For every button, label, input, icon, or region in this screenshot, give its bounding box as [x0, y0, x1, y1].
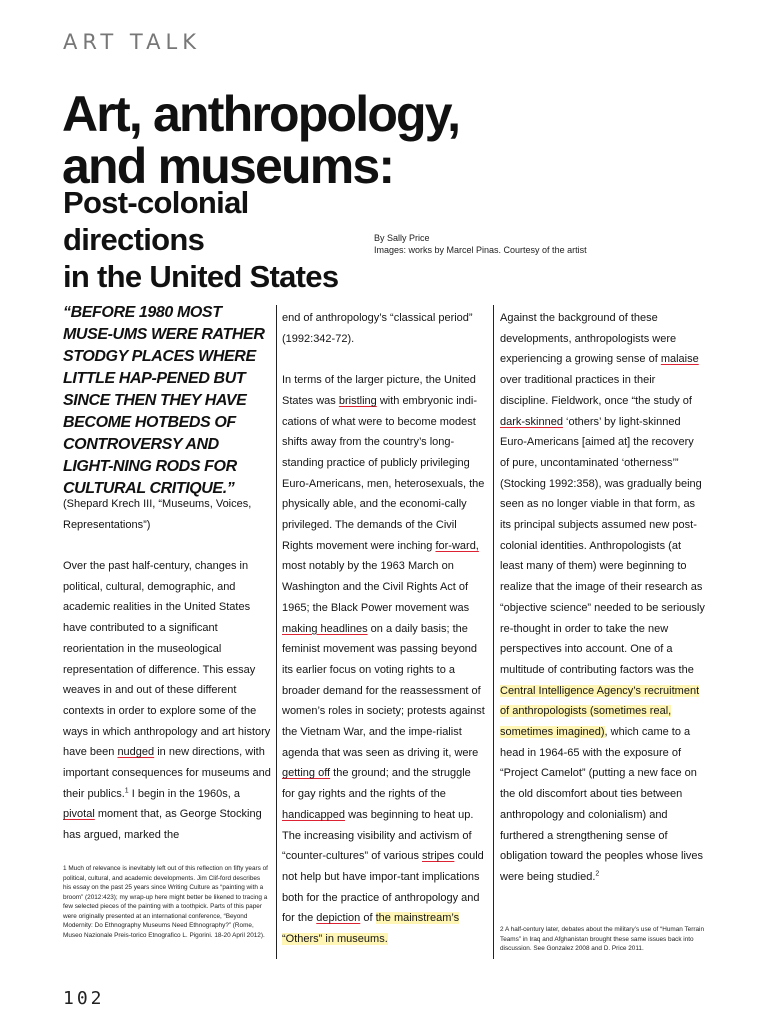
text-run: ‘others’ by light-skinned Euro-Americans [aimed at] the recovery of pure, uncontaminated ‘otherness’” (Stocking 1992:358), was gradually being seen as no longer viable in that form, as its principal subjects assumed new post-colonial identities. Anthropologists (at least many of them) were beginning to realize that the image of their research as “objective science” needed to be seriously re-thought in order to take the new perspectives into account. One of a multitude of contributing factors was the — [500, 415, 705, 676]
text-run: of — [360, 912, 376, 925]
underlined-term: depiction — [316, 912, 361, 925]
column-divider-2 — [493, 305, 494, 959]
text-run: , which came to a head in 1964-65 with the exposure of “Project Camelot” (putting a new face on the old discomfort about ties between anthropology and colonialism) and furthered a strengthening sense of obligation toward the peoples whose lives were being studied. — [500, 726, 704, 883]
subtitle-line-1: Post-colonial directions — [63, 185, 249, 257]
article-title — [62, 88, 702, 192]
column-divider-1 — [276, 305, 277, 959]
text-run: in new directions, with important consequences for museums and their publics. — [63, 746, 271, 800]
underlined-term: pivotal — [63, 808, 95, 821]
underlined-term: malaise — [660, 353, 699, 366]
highlighted-text: Central Intelligence Agency’s recruitment of anthropologists (sometimes real, sometimes imagined) — [500, 684, 700, 739]
pull-quote: “BEFORE 1980 MOST MUSE-UMS WERE RATHER STODGY PLACES WHERE LITTLE HAP-PENED BUT SINCE THEN THEY HAVE BECOME HOTBEDS OF CONTROVERSY AND LIGHT-NING RODS FOR CULTURAL CRITIQUE.” — [63, 304, 265, 497]
subtitle-line-2: in the United States — [63, 259, 339, 294]
page-number: 102 — [63, 988, 105, 1009]
text-run: with embryonic indi-cations of what were to become modest shifts away from the country’s long-standing practice of publicly privileging Euro-Americans, men, heterosexuals, the physically able, and the economi-cally privileged. The demands of the Civil Rights movement were inching — [282, 394, 485, 552]
body-paragraph: end of anthropology’s “classical period” (1992:342-72). — [282, 312, 473, 345]
body-paragraph — [282, 370, 485, 950]
byline-image-credit: Images: works by Marcel Pinas. Courtesy of the artist — [374, 245, 587, 255]
body-column-3 — [500, 308, 705, 908]
text-run: could not help but have impor-tant implications both for the practice of anthropology and for the — [282, 850, 484, 925]
underlined-term: handicapped — [282, 808, 346, 821]
byline — [374, 232, 587, 256]
highlighted-text: the mainstream’s “Others” in museums. — [282, 912, 460, 946]
title-line-1: Art, anthropology, — [62, 86, 460, 142]
text-run: In terms of the larger picture, the United States was — [282, 374, 476, 407]
text-run: moment that, as George Stocking has argued, marked the — [63, 808, 262, 842]
byline-author: By Sally Price — [374, 233, 430, 243]
body-paragraph — [63, 556, 271, 846]
article-subtitle — [63, 184, 393, 295]
text-run: the ground; and the struggle for gay rights and the rights of the — [282, 767, 471, 801]
text-run: Against the background of these developments, anthropologists were experiencing a growing sense of — [500, 312, 677, 366]
underlined-term: dark-skinned — [500, 415, 563, 428]
underlined-term: nudged — [117, 746, 155, 759]
body-column-2 — [282, 308, 485, 970]
underlined-term: making headlines — [282, 622, 368, 635]
text-run: I begin in the 1960s, a — [128, 787, 240, 800]
footnote-ref-1: 1 — [124, 787, 129, 795]
footnote-1: 1 Much of relevance is inevitably left out of this reflection on fifty years of political, cultural, and academic developments. Jim Clif-ford describes his essay on the past 25 years since Writing Culture as “painting with a broom” (2012:423); my wrap-up here might better be likened to tracing a few selected pieces of the painting with a toothpick. Parts of this paper were originally presented at an international conference, “Beyond Modernity: Do Ethnography Museums Need Ethnography?” (Rome, Museo Nazionale Preis-torico Etnografico L. Pigorini. 18-20 April 2012). — [63, 865, 268, 939]
underlined-term: stripes — [422, 850, 455, 863]
body-paragraph — [500, 308, 705, 888]
underlined-term: bristling — [338, 394, 377, 407]
text-run: over traditional practices in their discipline. Fieldwork, once “the study of — [500, 374, 692, 407]
text-run: most notably by the 1963 March on Washington and the Civil Rights Act of 1965; the Black Power movement was — [282, 560, 470, 614]
text-run: on a daily basis; the feminist movement was passing beyond its earlier focus on voting rights to a broader demand for the reassessment of women’s roles in society; protests against the Vietnam War, and the impe-rialist agenda that was seen as driving it, were — [282, 622, 485, 759]
body-column-1 — [63, 556, 271, 867]
title-line-2: and museums: — [62, 138, 394, 194]
text-run: Over the past half-century, changes in political, cultural, demographic, and academic realities in the United States have contributed to a significant reorientation in the museological representation of difference. This essay weaves in and out of these different contexts in order to explore some of the ways in which anthropology and art history have been — [63, 560, 271, 759]
underlined-term: getting off — [282, 767, 331, 780]
text-run: was beginning to heat up. The increasing visibility and activism of “counter-cultures” of various — [282, 808, 474, 863]
footnote-ref-2: 2 — [595, 870, 600, 878]
pull-quote-attribution: (Shepard Krech III, “Museums, Voices, Representations”) — [63, 498, 252, 531]
section-kicker: ART TALK — [63, 30, 201, 54]
underlined-term: for-ward, — [435, 539, 479, 552]
footnote-2: 2 A half-century later, debates about the military’s use of “Human Terrain Teams” in Iraq and Afghanistan brought these same issues back into discussion. See Gonzalez 2008 and D. Price 2011. — [500, 926, 705, 952]
